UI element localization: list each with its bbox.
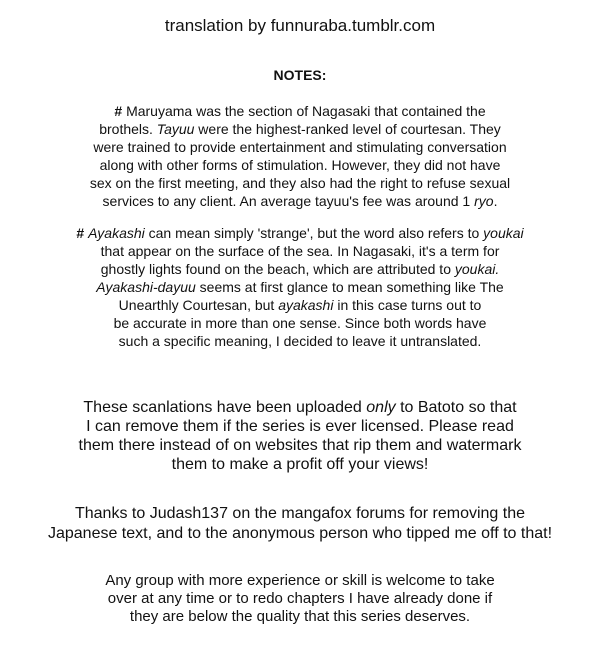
note-ayakashi: # Ayakashi can mean simply 'strange', but the word also refers to youkai that appear on the surface of the sea. In Nagasaki, it's a term for ghostly lights found on the beach, which are attributed to youkai. Ayakashi-dayuu seems at first glance to mean something like The Unearthly Courtesan, but ayakashi in this case turns out to be accurate in more than one sense. Since both words have such a specific meaning, I decided to leave it untranslated. <box>76 225 524 349</box>
note-maruyama: # Maruyama was the section of Nagasaki that contained the brothels. Tayuu were the highest-ranked level of courtesan. They were trained to provide entertainment and stimulating conversation along with other forms of stimulation. However, they did not have sex on the first meeting, and they also had the right to refuse sexual services to any client. An average tayuu's fee was around 1 ryo. <box>89 103 511 209</box>
credit-line: translation by funnuraba.tumblr.com <box>164 16 436 35</box>
thanks-note: Thanks to Judash137 on the mangafox forums for removing the Japanese text, and to the anonymous person who tipped me off to that! <box>47 505 553 542</box>
batoto-notice: These scanlations have been uploaded only to Batoto so that I can remove them if the series is ever licensed. Please read them there instead of on websites that rip them and watermark them to make a profit off your views! <box>78 399 522 473</box>
open-invitation: Any group with more experience or skill is welcome to take over at any time or to redo chapters I have already done if they are below the quality that this series deserves. <box>105 572 495 625</box>
notes-heading: NOTES: <box>273 67 327 83</box>
